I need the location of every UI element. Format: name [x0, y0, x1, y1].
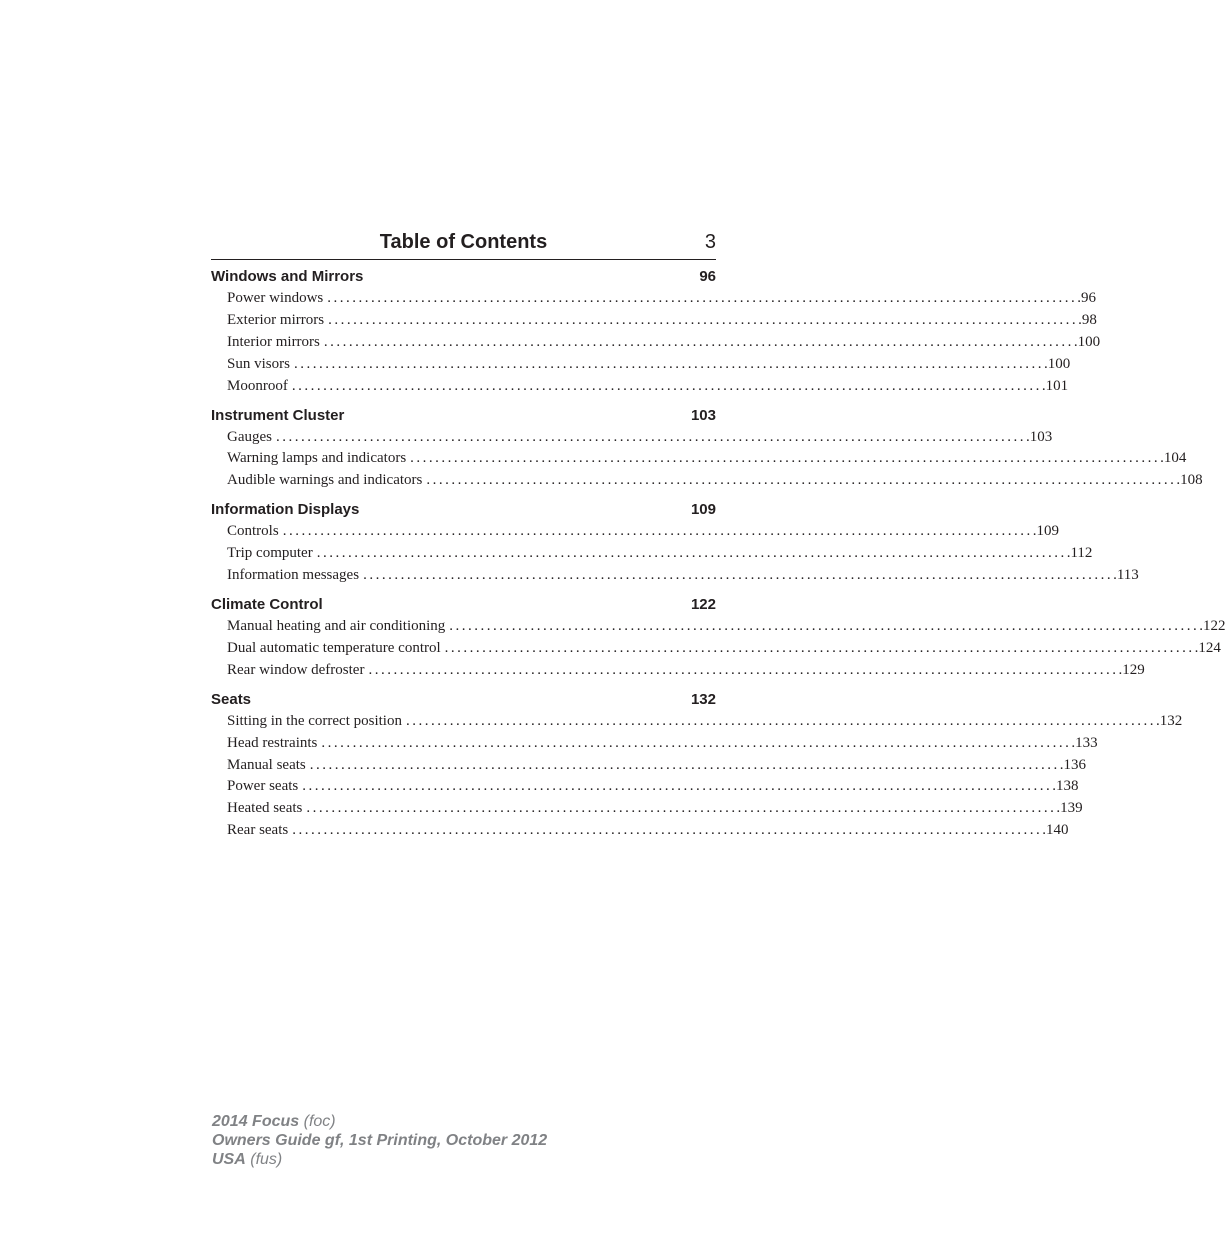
entry-label: Dual automatic temperature control	[227, 639, 441, 656]
dot-leader: ........................................................................................................................	[444, 639, 1195, 656]
entry-page: .140	[1042, 822, 1069, 839]
footer-model-code: (foc)	[303, 1113, 336, 1130]
toc-entry[interactable]	[227, 733, 1098, 755]
page-title: Table of Contents	[379, 231, 548, 253]
entry-label: Power windows	[227, 290, 324, 306]
toc-entry[interactable]	[227, 310, 1097, 332]
toc-section-information-displays	[211, 499, 1139, 587]
entry-page: .136	[1059, 756, 1086, 773]
entry-page: .108	[1176, 472, 1203, 489]
section-page: 96	[699, 268, 716, 285]
dot-leader: ........................................................................................................................	[316, 545, 1067, 562]
entry-label: Heated seats	[227, 800, 303, 817]
entry-label: Sun visors	[227, 355, 290, 372]
entry-page: .122	[1199, 617, 1226, 634]
toc-entry[interactable]	[227, 354, 1071, 376]
entry-page: .96	[1077, 290, 1096, 306]
entry-page: .112	[1066, 545, 1093, 562]
toc-entry[interactable]	[227, 448, 1187, 470]
entry-label: Rear window defroster	[227, 661, 365, 678]
toc-entry[interactable]	[227, 470, 1203, 492]
entry-page: .124	[1194, 639, 1221, 656]
section-heading[interactable]	[211, 594, 716, 616]
section-title: Information Displays	[211, 501, 360, 519]
toc-entry[interactable]	[227, 427, 1053, 449]
toc-entry[interactable]	[227, 711, 1183, 733]
toc-entry[interactable]	[227, 660, 1145, 682]
page-header	[211, 229, 716, 260]
entry-page: .104	[1160, 450, 1187, 467]
section-title: Seats	[211, 690, 252, 708]
entry-page: .129	[1118, 661, 1145, 678]
entry-page: .138	[1052, 778, 1079, 795]
section-page: 109	[690, 501, 716, 519]
toc-section-seats	[211, 689, 1183, 842]
entry-page: .101	[1041, 377, 1069, 394]
section-page: 122	[690, 595, 716, 613]
dot-leader: ........................................................................................................................	[405, 712, 1156, 729]
page-footer	[212, 1112, 547, 1169]
toc-entry[interactable]	[227, 521, 1059, 543]
dot-leader: ........................................................................................................................	[328, 311, 1079, 328]
dot-leader: ........................................................................................................................	[302, 778, 1053, 795]
dot-leader: ........................................................................................................................	[291, 377, 1042, 394]
section-title: Climate Control	[211, 595, 323, 613]
footer-guide-line: Owners Guide gf, 1st Printing, October 2012	[212, 1132, 548, 1149]
dot-leader: ........................................................................................................................	[323, 333, 1074, 350]
entry-page: .100	[1073, 333, 1101, 350]
toc-entry[interactable]	[227, 776, 1079, 798]
toc-entry[interactable]	[227, 638, 1221, 660]
entry-label: Controls	[227, 523, 279, 540]
toc-section-windows-and-mirrors	[211, 266, 1101, 398]
entry-label: Manual heating and air conditioning	[227, 617, 446, 634]
entry-label: Power seats	[227, 778, 299, 795]
section-heading[interactable]	[211, 499, 716, 521]
entry-label: Information messages	[227, 567, 360, 584]
dot-leader: ........................................................................................................................	[410, 450, 1161, 467]
entry-label: Sitting in the correct position	[227, 712, 402, 729]
toc-entry[interactable]	[227, 820, 1069, 842]
footer-market-line	[212, 1150, 547, 1169]
entry-page: .113	[1113, 567, 1139, 584]
toc-entry[interactable]	[227, 376, 1069, 398]
dot-leader: ........................................................................................................................	[321, 734, 1072, 751]
footer-market: USA	[212, 1151, 246, 1168]
section-title: Instrument Cluster	[211, 406, 345, 424]
entry-label: Audible warnings and indicators	[227, 472, 423, 489]
footer-market-code: (fus)	[250, 1151, 283, 1168]
dot-leader: ........................................................................................................................	[282, 523, 1033, 540]
entry-page: .103	[1026, 428, 1053, 445]
dot-leader: ........................................................................................................................	[292, 822, 1043, 839]
entry-label: Exterior mirrors	[227, 311, 325, 328]
entry-page: .139	[1056, 800, 1083, 817]
entry-label: Warning lamps and indicators	[227, 450, 407, 467]
entry-page: .100	[1043, 355, 1071, 372]
entry-label: Gauges	[227, 428, 272, 445]
entry-page: .132	[1155, 712, 1183, 729]
dot-leader: ........................................................................................................................	[449, 617, 1200, 634]
dot-leader: ........................................................................................................................	[363, 567, 1114, 584]
toc-entry[interactable]	[227, 565, 1139, 587]
section-heading[interactable]	[211, 266, 716, 288]
entry-page: .133	[1071, 734, 1098, 751]
dot-leader: ........................................................................................................................	[327, 290, 1078, 306]
page-number: 3	[704, 231, 716, 253]
toc-entry[interactable]	[227, 288, 1096, 310]
entry-label: Interior mirrors	[227, 333, 320, 350]
toc-section-instrument-cluster	[211, 405, 1203, 493]
table-of-contents	[211, 266, 1226, 849]
entry-label: Manual seats	[227, 756, 306, 773]
section-heading[interactable]	[211, 689, 716, 711]
dot-leader: ........................................................................................................................	[368, 661, 1119, 678]
section-page: 103	[690, 406, 716, 424]
dot-leader: ........................................................................................................................	[276, 428, 1026, 445]
entry-label: Rear seats	[227, 822, 289, 839]
section-page: 132	[690, 690, 716, 708]
entry-page: .98	[1078, 311, 1097, 328]
toc-entry[interactable]	[227, 755, 1086, 777]
section-heading[interactable]	[211, 405, 716, 427]
entry-label: Trip computer	[227, 545, 313, 562]
toc-entry[interactable]	[227, 798, 1083, 820]
entry-label: Head restraints	[227, 734, 318, 751]
dot-leader: ........................................................................................................................	[309, 756, 1060, 773]
section-title: Windows and Mirrors	[211, 268, 364, 285]
entry-label: Moonroof	[227, 377, 288, 394]
dot-leader: ........................................................................................................................	[293, 355, 1044, 372]
toc-entry[interactable]	[227, 543, 1093, 565]
entry-page: .109	[1032, 523, 1059, 540]
footer-model-line	[212, 1112, 547, 1131]
toc-section-climate-control	[211, 594, 1226, 682]
footer-model: 2014 Focus	[212, 1113, 300, 1130]
dot-leader: ........................................................................................................................	[306, 800, 1057, 817]
toc-entry[interactable]	[227, 616, 1226, 638]
dot-leader: ........................................................................................................................	[426, 472, 1177, 489]
toc-entry[interactable]	[227, 332, 1101, 354]
